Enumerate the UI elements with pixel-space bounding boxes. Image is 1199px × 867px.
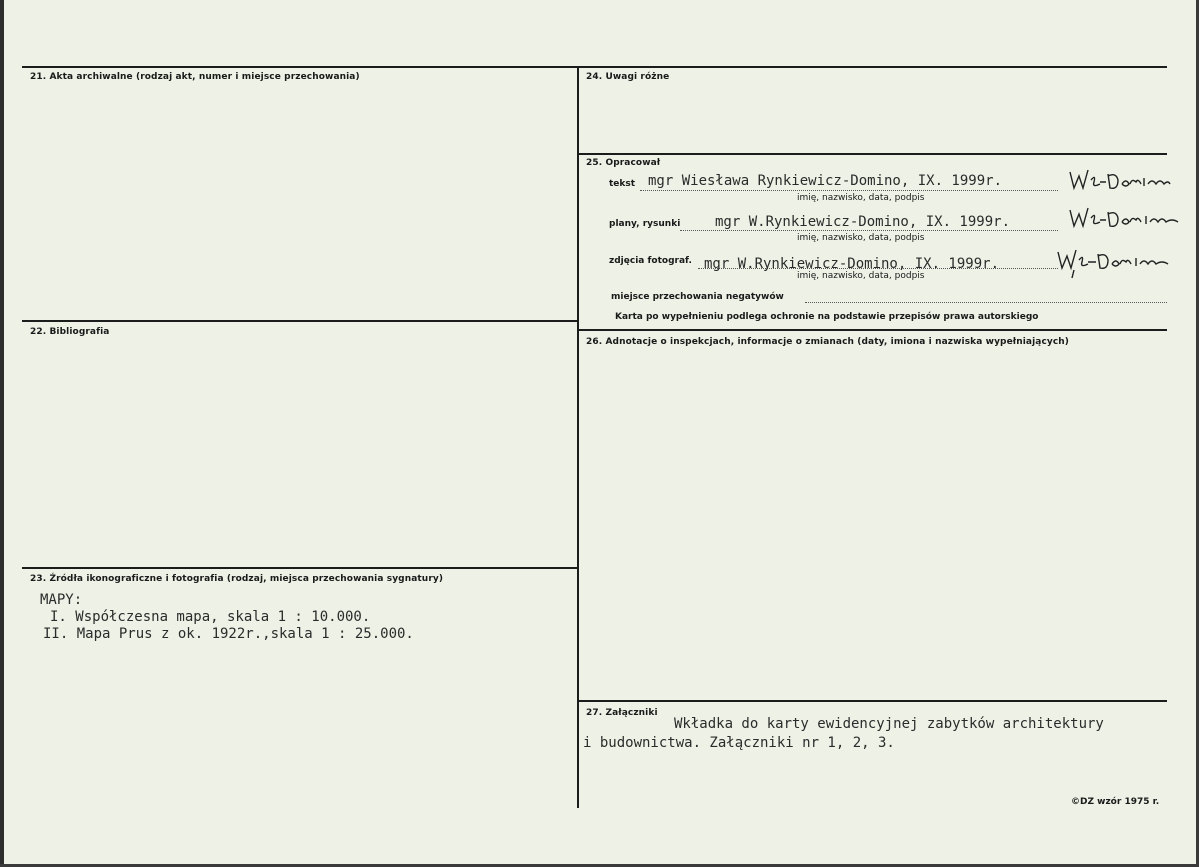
- section-23-line-1: MAPY:: [40, 592, 83, 608]
- center-divider: [577, 66, 579, 808]
- section-27-line-2: i budownictwa. Załączniki nr 1, 2, 3.: [583, 735, 895, 751]
- section-21-label: 21. Akta archiwalne (rodzaj akt, numer i miejsce przechowania): [30, 72, 360, 82]
- tekst-dotted-line: [640, 190, 1058, 191]
- zdjecia-label: zdjęcia fotograf.: [609, 256, 692, 266]
- rule-25-26: [578, 329, 1167, 331]
- section-22-label: 22. Bibliografia: [30, 327, 110, 337]
- section-26-label: 26. Adnotacje o inspekcjach, informacje o zmianach (daty, imiona i nazwiska wypełniających): [586, 337, 1070, 347]
- signature-plany: [1066, 204, 1182, 234]
- section-24-label: 24. Uwagi różne: [586, 72, 670, 82]
- section-27-line-1: Wkładka do karty ewidencyjnej zabytków architektury: [674, 716, 1104, 732]
- left-edge: [0, 0, 4, 867]
- section-23-line-3: II. Mapa Prus z ok. 1922r.,skala 1 : 25.000.: [43, 626, 414, 642]
- plany-caption: imię, nazwisko, data, podpis: [797, 233, 925, 243]
- plany-label: plany, rysunki: [609, 219, 681, 229]
- tekst-value: mgr Wiesława Rynkiewicz-Domino, IX. 1999r.: [648, 173, 1003, 189]
- rule-26-27: [578, 700, 1167, 702]
- top-rule: [22, 66, 1167, 68]
- plany-value: mgr W.Rynkiewicz-Domino, IX. 1999r.: [715, 214, 1011, 230]
- plany-dotted-line: [680, 230, 1058, 231]
- section-23-label: 23. Źródła ikonograficzne i fotografia (rodzaj, miejsca przechowania sygnatury): [30, 574, 444, 584]
- zdjecia-value: mgr W.Rynkiewicz-Domino, IX. 1999r.: [704, 256, 1000, 272]
- rule-21-22: [22, 320, 578, 322]
- tekst-label: tekst: [609, 179, 636, 189]
- rule-22-23: [22, 567, 578, 569]
- zdjecia-caption: imię, nazwisko, data, podpis: [797, 271, 925, 281]
- negatywy-label: miejsce przechowania negatywów: [611, 292, 784, 302]
- negatywy-dotted-line: [805, 302, 1167, 303]
- form-footer: ©DZ wzór 1975 r.: [1071, 797, 1160, 807]
- signature-tekst: [1066, 166, 1172, 196]
- signature-zdjecia: [1054, 246, 1170, 280]
- section-27-label: 27. Załączniki: [586, 708, 658, 718]
- copyright-notice: Karta po wypełnieniu podlega ochronie na podstawie przepisów prawa autorskiego: [615, 312, 1039, 322]
- tekst-caption: imię, nazwisko, data, podpis: [797, 193, 925, 203]
- section-25-label: 25. Opracował: [586, 158, 661, 168]
- section-23-line-2: I. Współczesna mapa, skala 1 : 10.000.: [50, 609, 371, 625]
- rule-24-25: [578, 153, 1167, 155]
